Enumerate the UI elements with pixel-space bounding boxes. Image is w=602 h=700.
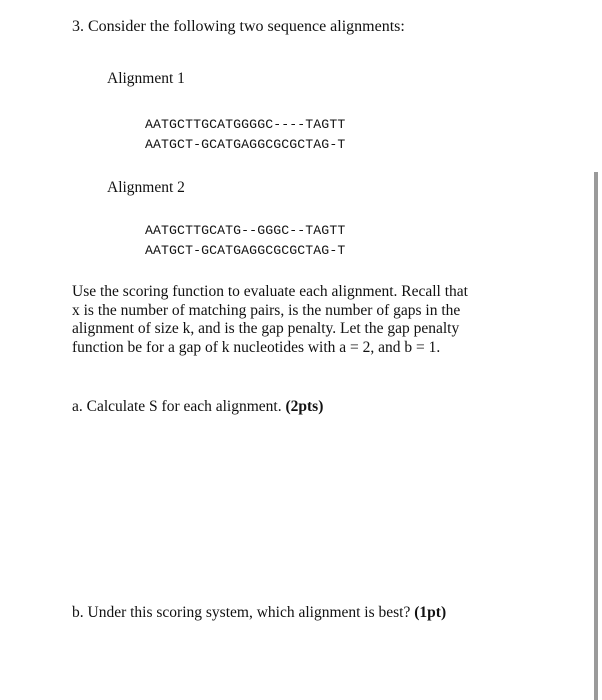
part-b-text: b. Under this scoring system, which alignment is best? [72, 604, 415, 621]
instructions-paragraph [72, 283, 542, 357]
instructions-line: alignment of size k, and is the gap penalty. Let the gap penalty [72, 320, 460, 337]
alignment-1-sequence-2: AATGCT-GCATGAGGCGCGCTAG-T [145, 137, 346, 152]
page-edge-divider [594, 172, 598, 700]
part-a-points: (2pts) [285, 398, 324, 415]
alignment-2-title: Alignment 2 [107, 179, 185, 196]
alignment-2-sequence-2: AATGCT-GCATGAGGCGCGCTAG-T [145, 243, 346, 258]
part-b-points: (1pt) [414, 604, 447, 621]
alignment-1-sequence-1: AATGCTTGCATGGGGC----TAGTT [145, 117, 346, 132]
question-title: 3. Consider the following two sequence alignments: [72, 18, 405, 35]
instructions-line: x is the number of matching pairs, is the number of gaps in the [72, 301, 461, 319]
instructions-line: function be for a gap of k nucleotides with a = 2, and b = 1. [72, 338, 441, 356]
part-a-text: a. Calculate S for each alignment. [72, 398, 286, 415]
part-a-question [72, 398, 323, 416]
alignment-1-title: Alignment 1 [107, 70, 185, 87]
instructions-line: Use the scoring function to evaluate each alignment. Recall that [72, 283, 468, 300]
alignment-2-sequence-1: AATGCTTGCATG--GGGC--TAGTT [145, 223, 346, 238]
part-b-question [72, 604, 446, 622]
